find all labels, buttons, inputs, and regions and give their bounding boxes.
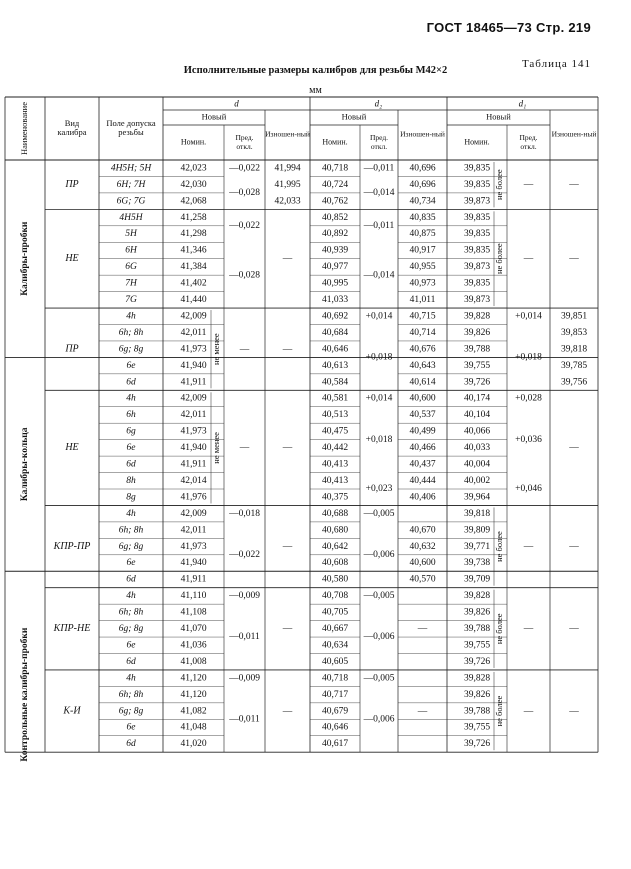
merged-value: +0,014 — [365, 393, 393, 404]
merged-value: — — [239, 344, 250, 355]
merged-value: — — [282, 443, 293, 454]
kind-label: КПР-ПР — [53, 540, 91, 552]
d-nominal: 42,014 — [180, 475, 207, 486]
d-nominal: 41,973 — [180, 344, 207, 355]
d2-nominal: 40,608 — [321, 558, 349, 569]
merged-value: — — [239, 443, 250, 454]
d1-nominal: 39,788 — [463, 624, 491, 635]
merged-value: — — [523, 179, 534, 190]
d1-nominal: 40,002 — [463, 475, 491, 486]
tolerance-field: 8g — [126, 492, 136, 503]
d-nominal: 42,068 — [180, 196, 207, 207]
tolerance-field: 6g; 8g — [118, 624, 144, 635]
d-nominal: 41,911 — [180, 459, 207, 470]
tolerance-field: 6d — [126, 377, 136, 388]
merged-value: +0,014 — [365, 311, 393, 322]
d2-worn: 40,632 — [409, 541, 436, 552]
d2-worn: 40,643 — [409, 360, 436, 371]
tolerance-field: 6e — [126, 443, 136, 454]
d2-nominal: 40,584 — [321, 377, 349, 388]
d2-nominal: 40,679 — [321, 706, 349, 717]
d-nominal: 42,009 — [180, 311, 207, 322]
merged-value: —0,022 — [229, 220, 260, 231]
tolerance-field: 4h — [126, 393, 136, 404]
header-dev: Пред. откл. — [369, 132, 389, 151]
merged-value: —0,018 — [229, 508, 260, 519]
d-nominal: 41,120 — [180, 673, 207, 684]
d1-nominal: 40,004 — [463, 459, 491, 470]
d2-nominal: 40,667 — [321, 624, 349, 635]
header-new: Новый — [201, 111, 227, 122]
tolerance-field: 6g — [126, 426, 136, 437]
merged-value: — — [282, 706, 293, 717]
d2-nominal: 40,692 — [321, 311, 349, 322]
d2-nominal: 40,375 — [321, 492, 349, 503]
d2-nominal: 40,513 — [321, 410, 349, 421]
d-nominal: 41,048 — [180, 722, 207, 733]
d1-nominal: 39,726 — [463, 739, 491, 750]
d2-nominal: 40,646 — [321, 344, 349, 355]
merged-value: +0,046 — [515, 484, 542, 495]
kind-label: НЕ — [65, 252, 79, 264]
d-nominal: 41,258 — [180, 212, 207, 223]
tolerance-field: 6g; 8g — [118, 541, 144, 552]
d1-nominal: 39,809 — [463, 525, 491, 536]
tolerance-field: 6H; 7H — [116, 179, 146, 190]
d-nominal: 41,940 — [180, 360, 207, 371]
tolerance-field: 6e — [126, 722, 136, 733]
vertical-note: не более — [493, 169, 504, 201]
d-nominal: 41,298 — [180, 229, 207, 240]
d1-nominal: 39,835 — [463, 163, 491, 174]
d1-nominal: 39,726 — [463, 656, 491, 667]
header-field: Поле допуска резьбы — [106, 117, 156, 137]
merged-value: — — [282, 624, 293, 635]
d2-nominal: 40,413 — [321, 459, 349, 470]
d1-nominal: 39,771 — [463, 541, 491, 552]
d2-worn: 40,537 — [409, 410, 436, 421]
tolerance-field: 6d — [126, 656, 136, 667]
tolerance-field: 6e — [126, 640, 136, 651]
tolerance-field: 6e — [126, 360, 136, 371]
d2-worn: 40,696 — [409, 179, 436, 190]
tolerance-field: 6g; 8g — [118, 344, 144, 355]
tolerance-field: 7G — [125, 295, 137, 306]
d2-nominal: 40,442 — [321, 443, 349, 454]
d2-worn: 40,696 — [409, 163, 436, 174]
d2-worn: 40,734 — [409, 196, 436, 207]
d1-nominal: 39,788 — [463, 344, 491, 355]
tolerance-field: 6H — [125, 245, 137, 256]
vertical-note: не менее — [210, 333, 221, 366]
d2-worn: 40,466 — [409, 443, 436, 454]
merged-value: —0,005 — [363, 508, 395, 519]
kind-label: КПР-НЕ — [53, 623, 91, 635]
header-d: d — [234, 98, 239, 109]
d2-worn: 40,835 — [409, 212, 436, 223]
tolerance-field: 6G; 7G — [116, 196, 146, 207]
d-nominal: 42,011 — [180, 410, 207, 421]
merged-value: +0,018 — [365, 352, 393, 363]
d2-worn: 40,499 — [409, 426, 436, 437]
d-nominal: 42,023 — [180, 163, 207, 174]
header-dev: Пред. откл. — [519, 132, 538, 151]
d1-nominal: 40,104 — [463, 410, 491, 421]
d-nominal: 42,009 — [180, 508, 207, 519]
d2-nominal: 40,718 — [321, 163, 349, 174]
vertical-note: не более — [493, 695, 504, 727]
d-nominal: 41,120 — [180, 689, 207, 700]
d2-worn: 40,917 — [409, 245, 436, 256]
merged-value: — — [569, 443, 579, 454]
d2-worn: 40,614 — [409, 377, 436, 388]
merged-value: —0,006 — [363, 632, 395, 643]
merged-value: —0,022 — [229, 163, 260, 174]
merged-value: — — [282, 541, 293, 552]
merged-value: 42,033 — [274, 196, 301, 207]
merged-value: —0,022 — [229, 549, 260, 560]
d1-nominal: 39,755 — [463, 640, 491, 651]
merged-value: — — [523, 253, 534, 264]
tolerance-field: 6h — [126, 410, 136, 421]
d2-worn: 40,955 — [409, 262, 436, 273]
d2-worn: 40,600 — [409, 558, 436, 569]
kind-label: К-И — [63, 705, 81, 717]
header-kind: Вид калибра — [57, 117, 87, 137]
d2-nominal: 40,613 — [321, 360, 349, 371]
d2-nominal: 40,705 — [321, 607, 349, 618]
merged-value: +0,018 — [515, 352, 542, 363]
tolerance-field: 6e — [126, 558, 136, 569]
tolerance-field: 6d — [126, 574, 136, 585]
d2-nominal: 40,892 — [321, 229, 349, 240]
d-nominal: 41,036 — [180, 640, 207, 651]
d1-nominal: 39,964 — [463, 492, 491, 503]
header-new: Новый — [486, 111, 511, 122]
d-nominal: 41,110 — [180, 591, 207, 602]
d1-nominal: 40,033 — [463, 443, 491, 454]
d2-worn: 40,437 — [409, 459, 436, 470]
tolerance-field: 6d — [126, 739, 136, 750]
d2-nominal: 40,581 — [321, 393, 349, 404]
d1-worn: 39,756 — [560, 377, 588, 388]
d1-nominal: 39,835 — [463, 278, 491, 289]
d-nominal: 42,030 — [180, 179, 207, 190]
tolerance-field: 6g; 8g — [118, 706, 144, 717]
header-worn: Изношен-ный — [551, 129, 597, 139]
d1-nominal: 39,818 — [463, 508, 491, 519]
merged-value: —0,006 — [363, 714, 395, 725]
merged-value: —0,006 — [363, 549, 395, 560]
d2-nominal: 40,852 — [321, 212, 349, 223]
merged-value: — — [569, 624, 579, 635]
vertical-note: не более — [493, 243, 504, 275]
d-nominal: 41,440 — [180, 295, 207, 306]
d1-nominal: 39,826 — [463, 607, 491, 618]
d1-nominal: 39,873 — [463, 262, 491, 273]
d1-nominal: 39,835 — [463, 212, 491, 223]
header-nom: Номин. — [322, 137, 348, 147]
header-nom: Номин. — [180, 137, 207, 147]
merged-value: +0,018 — [365, 434, 393, 445]
d2-nominal: 40,724 — [321, 179, 349, 190]
header-worn: Изношен-ный — [265, 129, 310, 139]
d1-nominal: 39,873 — [463, 196, 491, 207]
merged-value: — — [282, 344, 293, 355]
d-nominal: 41,384 — [180, 262, 207, 273]
table-unit: мм — [309, 85, 322, 96]
d2-worn: 40,444 — [409, 475, 436, 486]
d2-nominal: 40,634 — [321, 640, 349, 651]
tolerance-field: 4h — [126, 673, 136, 684]
d2-worn: 40,676 — [409, 344, 436, 355]
d-nominal: 41,911 — [180, 574, 207, 585]
kind-label: ПР — [65, 178, 79, 190]
d1-nominal: 39,738 — [463, 558, 491, 569]
tolerance-field: 6h; 8h — [118, 689, 144, 700]
merged-value: — — [569, 706, 579, 717]
merged-value: — — [523, 706, 534, 717]
merged-value: — — [282, 253, 293, 264]
kind-label: ПР — [65, 343, 79, 355]
d1-nominal: 39,726 — [463, 377, 491, 388]
merged-value: — — [417, 624, 428, 635]
page-number: Стр. 219 — [535, 20, 591, 35]
d-nominal: 42,011 — [180, 327, 207, 338]
tolerance-field: 7H — [125, 278, 137, 289]
d1-nominal: 39,709 — [463, 574, 491, 585]
header-name: Наименование — [18, 102, 29, 155]
tolerance-field: 6h; 8h — [118, 327, 144, 338]
d1-worn: 39,853 — [560, 327, 588, 338]
d2-nominal: 40,684 — [321, 327, 349, 338]
d2-nominal: 40,680 — [321, 525, 349, 536]
merged-value: —0,014 — [363, 270, 395, 281]
header-d2: d₂ — [374, 98, 383, 109]
d1-nominal: 39,828 — [463, 311, 491, 322]
header-new: Новый — [341, 111, 367, 122]
merged-value: —0,014 — [363, 188, 395, 199]
d1-worn: 39,851 — [560, 311, 588, 322]
table-number: Таблица 141 — [521, 58, 591, 70]
d1-nominal: 40,174 — [463, 393, 491, 404]
merged-value: — — [569, 179, 579, 190]
table-title: Исполнительные размеры калибров для резьбы М42×2 — [183, 65, 448, 76]
merged-value: +0,036 — [515, 434, 542, 445]
d2-nominal: 40,977 — [321, 262, 349, 273]
merged-value: —0,011 — [229, 714, 260, 725]
d2-nominal: 40,617 — [321, 739, 349, 750]
d-nominal: 41,070 — [180, 624, 207, 635]
group-label: Калибры-пробки — [20, 221, 31, 296]
merged-value: +0,028 — [515, 393, 542, 404]
d1-nominal: 40,066 — [463, 426, 491, 437]
group-label: Контрольные калибры-пробки — [20, 627, 31, 762]
tolerance-field: 8h — [126, 475, 136, 486]
d1-worn: 39,818 — [560, 344, 588, 355]
d1-nominal: 39,755 — [463, 360, 491, 371]
d1-nominal: 39,873 — [463, 295, 491, 306]
tolerance-field: 4h — [126, 311, 136, 322]
d2-nominal: 40,413 — [321, 475, 349, 486]
d2-worn: 40,714 — [409, 327, 436, 338]
header-d1: d₁ — [518, 98, 527, 109]
tolerance-field: 4H5H; 5H — [110, 163, 152, 174]
header-dev: Пред. откл. — [235, 132, 254, 151]
d2-nominal: 40,688 — [321, 508, 349, 519]
d1-nominal: 39,788 — [463, 706, 491, 717]
merged-value: —0,009 — [229, 673, 260, 684]
group-label: Калибры-кольца — [20, 427, 31, 502]
merged-value: —0,028 — [229, 270, 260, 281]
d1-worn: 39,785 — [560, 360, 588, 371]
d2-nominal: 40,939 — [321, 245, 349, 256]
merged-value: — — [417, 706, 428, 717]
merged-value: 41,994 — [274, 163, 301, 174]
tolerance-field: 6h; 8h — [118, 607, 144, 618]
d1-nominal: 39,826 — [463, 689, 491, 700]
d-nominal: 41,973 — [180, 541, 207, 552]
d1-nominal: 39,755 — [463, 722, 491, 733]
d2-worn: 40,875 — [409, 229, 436, 240]
kind-label: НЕ — [65, 442, 79, 454]
merged-value: +0,023 — [365, 484, 393, 495]
merged-value: —0,009 — [229, 591, 260, 602]
d1-nominal: 39,826 — [463, 327, 491, 338]
header-worn: Изношен-ный — [400, 129, 445, 139]
tolerance-field: 6G — [125, 262, 137, 273]
merged-value: —0,005 — [363, 591, 395, 602]
tolerance-field: 4h — [126, 591, 136, 602]
d2-nominal: 40,605 — [321, 656, 349, 667]
d-nominal: 41,940 — [180, 558, 207, 569]
merged-value: —0,011 — [363, 163, 395, 174]
tolerance-field: 5H — [125, 229, 137, 240]
tolerance-field: 6h; 8h — [118, 525, 144, 536]
d-nominal: 41,346 — [180, 245, 207, 256]
d2-worn: 40,570 — [409, 574, 436, 585]
d-nominal: 41,402 — [180, 278, 207, 289]
merged-value: — — [523, 624, 534, 635]
merged-value: —0,028 — [229, 188, 260, 199]
vertical-note: не более — [493, 613, 504, 645]
d1-nominal: 39,835 — [463, 245, 491, 256]
d2-nominal: 40,762 — [321, 196, 349, 207]
d-nominal: 41,940 — [180, 443, 207, 454]
vertical-note: не более — [493, 531, 504, 562]
d2-nominal: 40,995 — [321, 278, 349, 289]
tolerance-field: 4H5H — [119, 212, 143, 223]
d-nominal: 41,973 — [180, 426, 207, 437]
d2-nominal: 40,717 — [321, 689, 349, 700]
d-nominal: 41,911 — [180, 377, 207, 388]
tolerance-field: 6d — [126, 459, 136, 470]
d-nominal: 42,011 — [180, 525, 207, 536]
d2-worn: 40,715 — [409, 311, 436, 322]
d2-worn: 40,600 — [409, 393, 436, 404]
merged-value: — — [523, 541, 534, 552]
d2-worn: 40,670 — [409, 525, 436, 536]
d2-worn: 40,973 — [409, 278, 436, 289]
tolerance-field: 4h — [126, 508, 136, 519]
merged-value: —0,011 — [363, 220, 395, 231]
d1-nominal: 39,828 — [463, 673, 491, 684]
d2-worn: 40,406 — [409, 492, 436, 503]
standard-number: ГОСТ 18465—73 — [426, 20, 533, 35]
d1-nominal: 39,835 — [463, 229, 491, 240]
d2-nominal: 40,580 — [321, 574, 349, 585]
vertical-note: не менее — [210, 432, 221, 464]
d2-nominal: 41,033 — [321, 295, 349, 306]
d2-worn: 41,011 — [409, 295, 436, 306]
d-nominal: 42,009 — [180, 393, 207, 404]
d2-nominal: 40,718 — [321, 673, 349, 684]
merged-value: —0,011 — [229, 632, 260, 643]
d-nominal: 41,108 — [180, 607, 207, 618]
d2-nominal: 40,646 — [321, 722, 349, 733]
merged-value: — — [569, 541, 579, 552]
d1-nominal: 39,828 — [463, 591, 491, 602]
merged-value: — — [569, 253, 579, 264]
d-nominal: 41,020 — [180, 739, 207, 750]
d1-nominal: 39,835 — [463, 179, 491, 190]
d-nominal: 41,976 — [180, 492, 207, 503]
d2-nominal: 40,708 — [321, 591, 349, 602]
merged-value: +0,014 — [515, 311, 542, 322]
header-nom: Номин. — [464, 137, 490, 147]
merged-value: 41,995 — [274, 179, 301, 190]
d-nominal: 41,008 — [180, 656, 207, 667]
d2-nominal: 40,475 — [321, 426, 349, 437]
merged-value: —0,005 — [363, 673, 395, 684]
d2-nominal: 40,642 — [321, 541, 349, 552]
d-nominal: 41,082 — [180, 706, 207, 717]
